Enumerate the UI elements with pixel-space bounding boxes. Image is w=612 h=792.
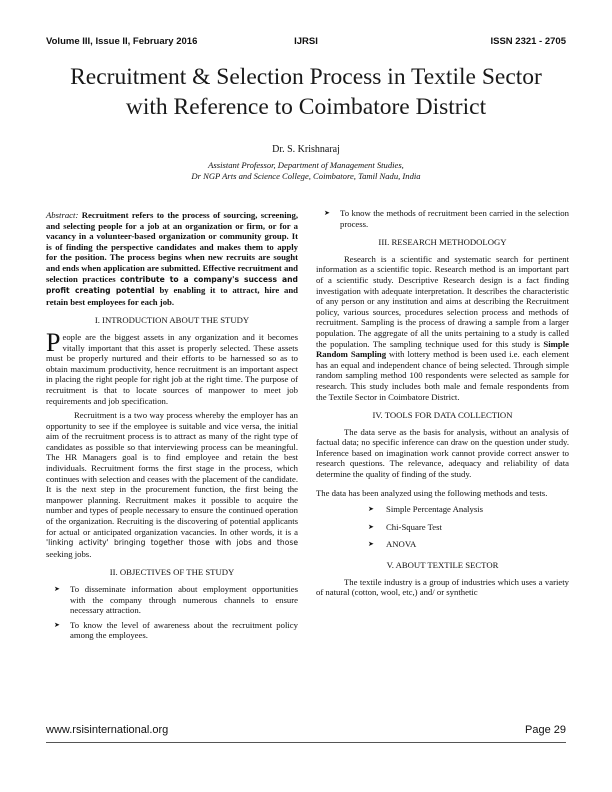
issn: ISSN 2321 - 2705 [490,36,566,47]
section-5-paragraph: The textile industry is a group of industries which uses a variety of natural (cotton, wool, etc,) and/ or synthetic [316,576,569,598]
abstract-text-end: by enabling it to attract, hire and retain best employees for each job. [46,285,299,307]
abstract-label: Abstract: [46,210,79,220]
method-item [316,522,569,533]
abstract [46,210,298,307]
author-affiliation [0,160,612,182]
section-2-heading: II. OBJECTIVES OF THE STUDY [109,567,235,578]
arrow-bullet-icon: ➤ [368,540,374,549]
section-4-heading: IV. TOOLS FOR DATA COLLECTION [372,410,513,421]
method-item [316,504,569,515]
section-1-paragraph-1-text: eople are the biggest assets in any organization and it becomes vitally important that this asset is properly selected. These assets must be properly nurtured and their efforts to be harnessed so as to obtain maximum productivity, hence recruitment is an important aspect in placing the right people for right job at the right time. The purpose of recruitment is that to locate sources of manpower to meet job requirements and job specification. [46,331,298,406]
title-line-1: Recruitment & Selection Process in Textile Sector [70,64,542,90]
objective-item [46,584,298,616]
methods-list [316,504,569,550]
section-1-paragraph-2 [46,410,298,559]
abstract-text-handwritten-style: contribute to a company's success and profit creating potential [46,274,298,296]
website-url: www.rsisinternational.org [46,724,169,736]
arrow-bullet-icon: ➤ [368,522,374,531]
arrow-bullet-icon: ➤ [368,505,374,514]
section-3-text: Research is a scientific and systematic search for pertinent information as a scientific topic. Research method is an important part of a scientific study. Descriptive Research design is a fact finding investigation with adequate interpretation. It describes the characteristic of any person or any institution and aims at describing the Recruitment policy, various sources, procedures selection process and methods of recruitment. Sampling is the process of drawing a sample from a larger population. The aggregate of all the units pertaining to a study is called the population. The sampling technique used for this study is [316,253,569,349]
arrow-bullet-icon: ➤ [54,620,60,629]
journal-name: IJRSI [294,36,318,47]
abstract-text: Recruitment refers to the process of sourcing, screening, and selecting people for a job at an organization or firm, or for a vacancy in a volunteer-based organization or community group. It is of finding the perspective candidates and makes them to apply for the position. The process begins when new recruits are sought and ends when application are submitted. Effective recruitment and selection practices [46,210,299,284]
section-3-text-end: with lottery method is been used i.e. each element has an equal and independent chance of being selected. Through simple random sampling method 100 respondents were selected as sample for research. This study includes both male and female respondents from the Textile Sector in Coimbatore District. [316,349,570,402]
objective-text: To know the level of awareness about the recruitment policy among the employees. [70,619,298,641]
method-text: ANOVA [386,539,417,550]
objective-text: To disseminate information about employment opportunities with the company through numerous channels to ensure necessary attraction. [70,584,298,616]
section-3-paragraph [316,254,569,402]
page-footer [46,724,566,740]
footer-divider [46,742,566,743]
right-column [316,206,569,602]
objectives-list-continued [316,208,569,229]
linking-activity-phrase: 'linking activity' bringing together those with jobs and those [46,538,298,548]
drop-cap: P [46,327,61,357]
method-text: Chi-Square Test [386,521,442,532]
section-4-paragraph-1: The data serve as the basis for analysis, without an analysis of factual data; no specific inference can draw on the question under study. Inference based on imagination work cannot provide correct answer to research questions. The relevance, adequacy and reliability of data determine the quality of finding of the study. [316,426,569,480]
author-name: Dr. S. Krishnaraj [272,144,340,155]
sampling-method-bold: Simple Random Sampling [316,338,569,360]
section-1-paragraph-2-text: Recruitment is a two way process whereby the employer has an opportunity to see if the employee is suitable and vice versa, the initial aim of the recruitment process is to attract as many of the right type of candidates as possible so that interviewing process can be meaningful. The HR Managers goal is to find employee and retain the best individuals. Recruitment forms the first stage in the process, which continues with selection and ceases with the placement of the candidate. It is the next step in the procurement function, the first being the manpower planning. Recruitment makes it possible to acquire the number and types of people necessary to ensure the continued operation of the organization. Recruiting is the discovering of potential applicants for actual or anticipated organization vacancies. In other words, it is a [46,410,298,537]
left-column [46,210,298,645]
affiliation-line-1: Assistant Professor, Department of Management Studies, [208,160,404,170]
paper-title [40,62,572,122]
objective-text: To know the methods of recruitment been carried in the selection process. [340,208,569,229]
method-item [316,539,569,550]
objectives-list [46,584,298,641]
page-number: Page 29 [525,724,566,736]
arrow-bullet-icon: ➤ [54,585,60,593]
section-1-paragraph-1 [46,327,298,406]
section-1-heading: I. INTRODUCTION ABOUT THE STUDY [94,315,250,326]
affiliation-line-2: Dr NGP Arts and Science College, Coimbatore, Tamil Nadu, India [191,171,421,181]
objective-item [316,208,569,229]
section-4-paragraph-2: The data has been analyzed using the following methods and tests. [316,487,548,498]
method-text: Simple Percentage Analysis [386,504,483,515]
objective-item [46,620,298,641]
section-1-paragraph-2-end: seeking jobs. [46,548,92,559]
volume-issue: Volume III, Issue II, February 2016 [46,36,198,47]
section-5-heading: V. ABOUT TEXTILE SECTOR [386,560,499,571]
title-line-2: with Reference to Coimbatore District [125,94,487,120]
arrow-bullet-icon: ➤ [324,209,330,217]
page-header [46,36,566,50]
section-3-heading: III. RESEARCH METHODOLOGY [378,237,507,248]
